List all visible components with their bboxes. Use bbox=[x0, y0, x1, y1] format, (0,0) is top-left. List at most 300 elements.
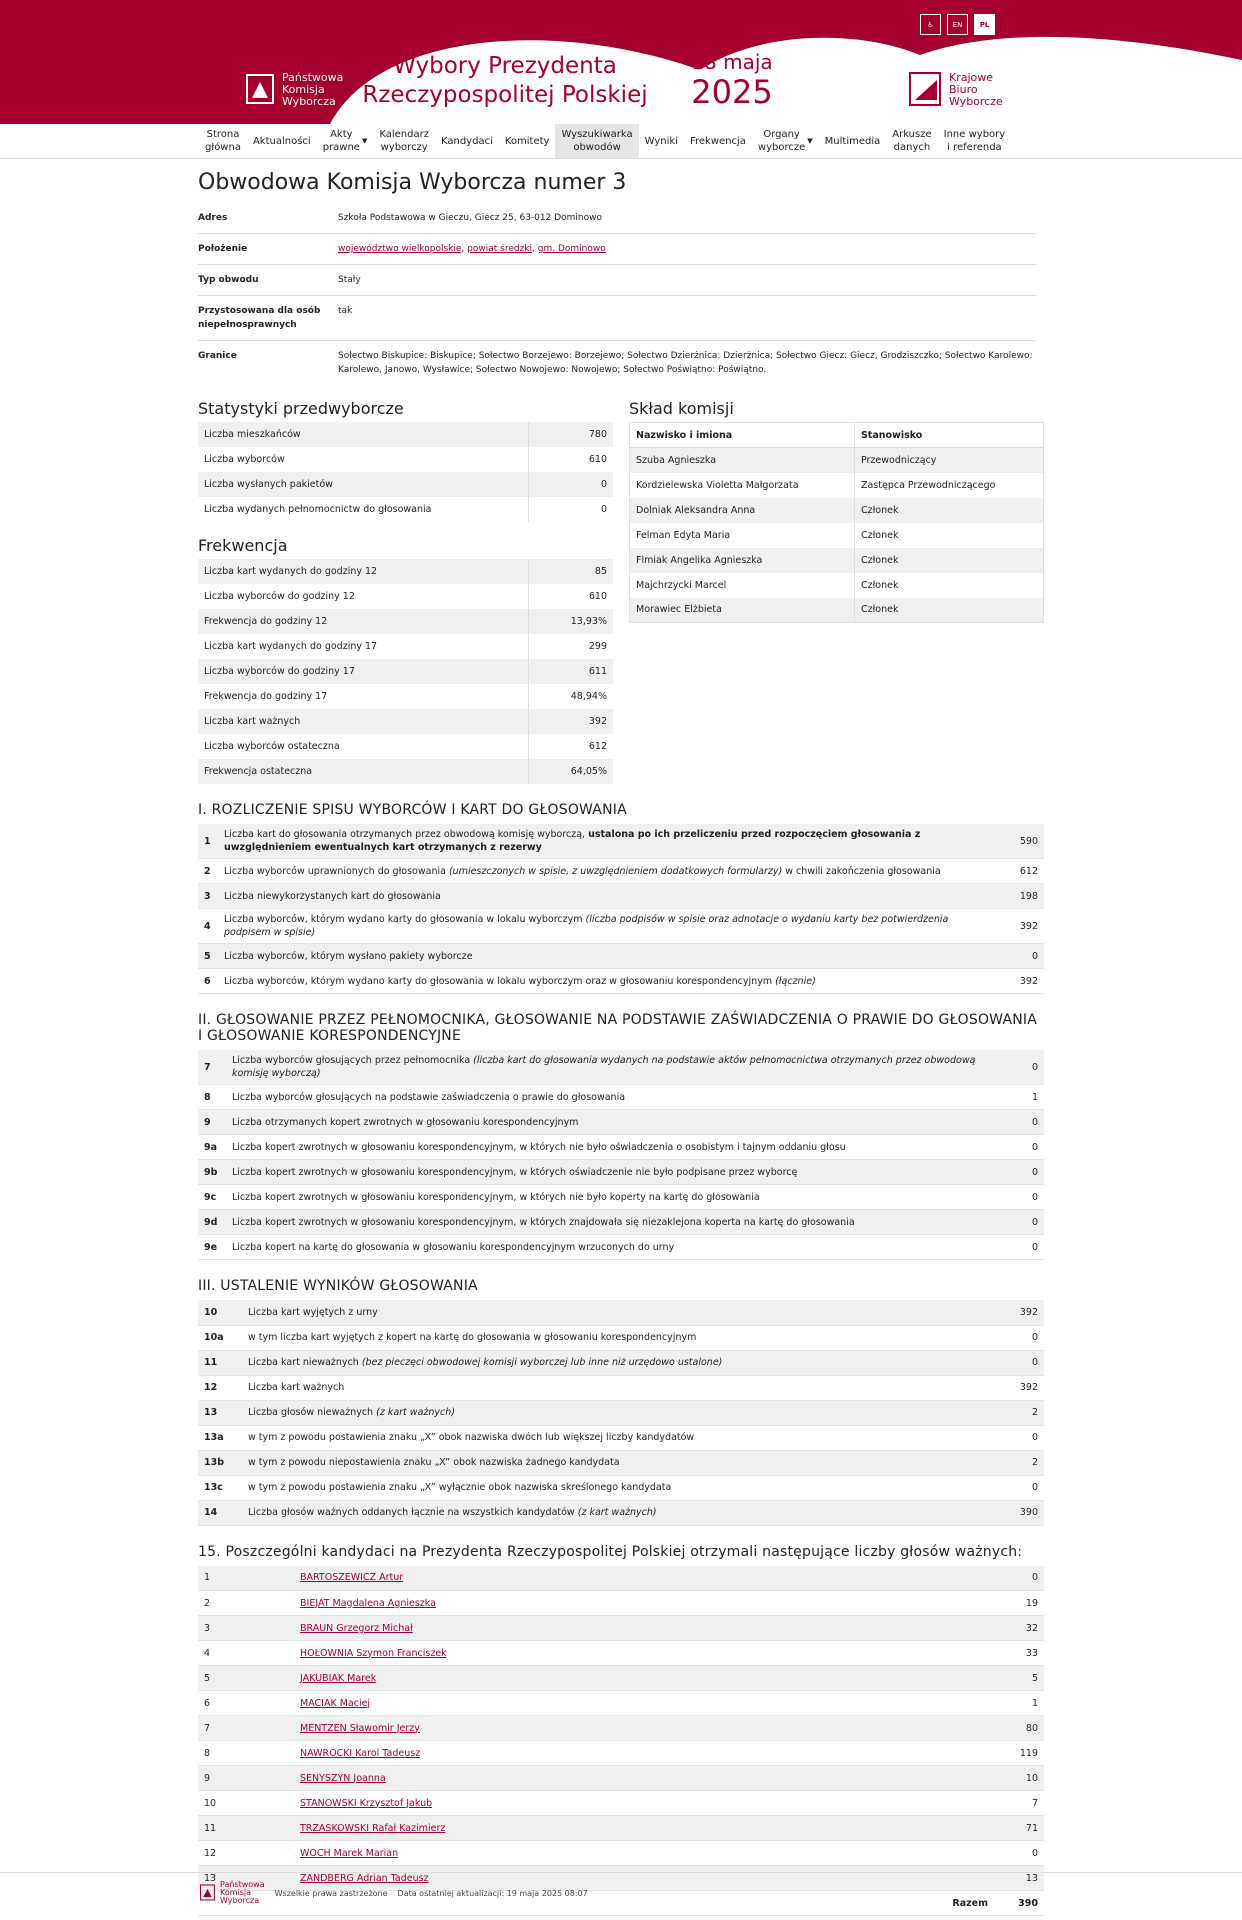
nav-item[interactable] bbox=[499, 124, 556, 158]
section-2-title-line2: I GŁOSOWANIE KORESPONDENCYJNE bbox=[198, 1028, 462, 1044]
kbw-logo[interactable] bbox=[909, 72, 1003, 108]
protocol-row-value: 392 bbox=[994, 1300, 1044, 1325]
turnout-title: Frekwencja bbox=[198, 536, 288, 555]
stats-row bbox=[198, 497, 613, 522]
nav-item-line1: Akty bbox=[330, 129, 353, 140]
pkw-logo-icon bbox=[246, 74, 276, 106]
protocol-row-label bbox=[242, 1325, 994, 1350]
protocol-row bbox=[198, 859, 1044, 884]
candidate-number: 3 bbox=[198, 1616, 294, 1641]
member-role: Członek bbox=[854, 498, 1043, 523]
nav-item[interactable] bbox=[639, 124, 684, 158]
candidate-row bbox=[198, 1841, 1044, 1866]
protocol-row-value: 0 bbox=[994, 1475, 1044, 1500]
protocol-row-label bbox=[242, 1350, 994, 1375]
committee-row bbox=[630, 498, 1044, 523]
caret-down-icon: ▼ bbox=[361, 136, 368, 145]
protocol-row-value: 0 bbox=[994, 1325, 1044, 1350]
protocol-row-value: 612 bbox=[994, 859, 1044, 884]
protocol-row-number: 7 bbox=[198, 1050, 226, 1085]
nav-item-line1: Wyniki bbox=[644, 135, 678, 147]
protocol-row-value: 198 bbox=[994, 884, 1044, 909]
candidate-number: 13 bbox=[198, 1866, 294, 1891]
stats-row bbox=[198, 472, 613, 497]
label-italic-text: (umieszczonych w spisie, z uwzględnieniem dodatkowych formularzy) bbox=[448, 865, 783, 877]
candidate-link[interactable]: STANOWSKI Krzysztof Jakub bbox=[300, 1797, 433, 1809]
committee-title: Skład komisji bbox=[629, 399, 734, 418]
protocol-row-value: 2 bbox=[994, 1450, 1044, 1475]
section-2-title bbox=[198, 1012, 1044, 1044]
committee-row bbox=[630, 473, 1044, 498]
protocol-row-label bbox=[242, 1300, 994, 1325]
label-italic-text: (bez pieczęci obwodowej komisji wyborczej lub inne niż urzędowo ustalone) bbox=[361, 1357, 723, 1368]
candidate-row bbox=[198, 1716, 1044, 1741]
candidate-votes: 5 bbox=[994, 1666, 1044, 1691]
nav-item[interactable] bbox=[317, 124, 374, 158]
nav-item[interactable] bbox=[435, 124, 499, 158]
turnout-row bbox=[198, 709, 613, 734]
label-text: w tym z powodu postawienia znaku „X” wyłącznie obok nazwiska skreślonego kandydata bbox=[248, 1482, 672, 1493]
footer-pkw-logo-icon bbox=[200, 1884, 216, 1902]
candidate-link[interactable]: MACIAK Maciej bbox=[300, 1697, 371, 1709]
protocol-row bbox=[198, 1085, 1044, 1110]
lang-pl-button[interactable]: PL bbox=[974, 14, 995, 35]
nav-item-line1: Multimedia bbox=[824, 135, 881, 147]
protocol-row-label bbox=[226, 1110, 994, 1135]
protocol-row bbox=[198, 909, 1044, 944]
protocol-row-label bbox=[242, 1400, 994, 1425]
protocol-row bbox=[198, 1110, 1044, 1135]
candidate-link[interactable]: WOCH Marek Marian bbox=[300, 1847, 399, 1859]
label-text: Liczba kopert na kartę do głosowania w głosowaniu korespondencyjnym wrzuconych do urny bbox=[232, 1241, 675, 1253]
label-text: Liczba kart ważnych bbox=[248, 1382, 345, 1393]
candidate-name-cell bbox=[294, 1691, 994, 1716]
protocol-row bbox=[198, 969, 1044, 994]
label-text: Liczba wyborców głosujących na podstawie zaświadczenia o prawie do głosowania bbox=[232, 1091, 626, 1103]
committee-row bbox=[630, 523, 1044, 548]
candidate-link[interactable]: SENYSZYN Joanna bbox=[300, 1772, 386, 1784]
nav-item-line2: obwodów bbox=[573, 142, 621, 153]
info-value: Stały bbox=[338, 275, 361, 285]
turnout-value: 64,05% bbox=[528, 759, 613, 784]
nav-item[interactable] bbox=[555, 124, 638, 158]
stats-table bbox=[198, 422, 613, 522]
lang-en-button[interactable]: EN bbox=[947, 14, 968, 35]
turnout-row bbox=[198, 659, 613, 684]
candidate-link[interactable]: JAKUBIAK Marek bbox=[300, 1672, 377, 1684]
candidate-row bbox=[198, 1766, 1044, 1791]
label-text: Liczba głosów nieważnych bbox=[248, 1407, 377, 1418]
nav-item-line2: prawne bbox=[322, 142, 360, 153]
label-text: Liczba kopert zwrotnych w głosowaniu korespondencyjnym, w których oświadczenie nie było podpisane przez wyborcę bbox=[232, 1166, 798, 1178]
nav-item-line1: Kalendarz bbox=[379, 129, 429, 140]
nav-item-line1: Frekwencja bbox=[689, 135, 746, 147]
nav-item-label bbox=[441, 135, 493, 148]
protocol-row-label bbox=[226, 1185, 994, 1210]
nav-item-label bbox=[323, 128, 360, 154]
candidate-number: 1 bbox=[198, 1566, 294, 1591]
protocol-row-label bbox=[242, 1475, 994, 1500]
nav-item[interactable] bbox=[886, 124, 937, 158]
protocol-row-label bbox=[218, 944, 994, 969]
kbw-logo-line: Krajowe bbox=[949, 71, 994, 84]
label-italic-text: (liczba kart do głosowania wydanych na podstawie aktów pełnomocnictwa otrzymanych przez obwodową komisję wyborczą) bbox=[232, 1055, 976, 1079]
committee-header-row bbox=[630, 423, 1044, 448]
member-name: Majchrzycki Marcel bbox=[636, 579, 727, 591]
committee-row bbox=[630, 598, 1044, 623]
candidate-row bbox=[198, 1591, 1044, 1616]
protocol-row-label bbox=[242, 1375, 994, 1400]
protocol-row bbox=[198, 1400, 1044, 1425]
nav-item[interactable] bbox=[199, 124, 247, 158]
protocol-row-number: 11 bbox=[198, 1350, 242, 1375]
nav-item[interactable] bbox=[819, 124, 887, 158]
turnout-row bbox=[198, 584, 613, 609]
location-link-voivodeship[interactable]: województwo wielkopolskie bbox=[338, 244, 462, 254]
candidate-votes: 71 bbox=[994, 1816, 1044, 1841]
location-link-municipality[interactable]: gm. Dominowo bbox=[537, 244, 606, 254]
label-italic-text: (z kart ważnych) bbox=[376, 1407, 455, 1418]
turnout-value: 392 bbox=[528, 709, 613, 734]
protocol-row-number: 5 bbox=[198, 944, 218, 969]
section-3-title: III. USTALENIE WYNIKÓW GŁOSOWANIA bbox=[198, 1278, 478, 1294]
footer-updated: Data ostatniej aktualizacji: 19 maja 2025 08:07 bbox=[397, 1888, 588, 1898]
pkw-logo-line: Komisja bbox=[282, 83, 325, 96]
info-accessibility bbox=[198, 296, 1036, 341]
pkw-logo-line: Wyborcza bbox=[282, 95, 336, 108]
turnout-label: Liczba wyborców ostateczna bbox=[204, 741, 340, 752]
candidate-link[interactable]: BRAUN Grzegorz Michał bbox=[300, 1622, 413, 1634]
turnout-row bbox=[198, 734, 613, 759]
nav-item-line1: Arkusze bbox=[892, 129, 932, 140]
protocol-row-value: 392 bbox=[994, 909, 1044, 944]
eagle-emblem-icon bbox=[820, 38, 880, 118]
stats-value: 780 bbox=[528, 422, 613, 447]
candidate-name-cell bbox=[294, 1641, 994, 1666]
stats-columns bbox=[198, 385, 1044, 784]
election-date bbox=[672, 50, 792, 110]
election-date-year: 2025 bbox=[691, 73, 773, 111]
candidate-row bbox=[198, 1791, 1044, 1816]
candidate-number: 8 bbox=[198, 1741, 294, 1766]
site-header bbox=[0, 0, 1242, 124]
label-text: w tym liczba kart wyjętych z kopert na kartę do głosowania w głosowaniu korespondencyjnym bbox=[248, 1332, 697, 1343]
candidate-name-cell bbox=[294, 1791, 994, 1816]
candidate-number: 4 bbox=[198, 1641, 294, 1666]
candidate-link[interactable]: BIEJAT Magdalena Agnieszka bbox=[300, 1597, 436, 1609]
candidate-name-cell bbox=[294, 1766, 994, 1791]
stats-label: Liczba wyborców bbox=[204, 454, 285, 465]
protocol-row-value: 392 bbox=[994, 1375, 1044, 1400]
stats-label: Liczba wysłanych pakietów bbox=[198, 472, 528, 497]
candidate-votes: 10 bbox=[994, 1766, 1044, 1791]
turnout-label: Frekwencja ostateczna bbox=[198, 759, 528, 784]
committee-column bbox=[629, 385, 1044, 784]
label-text: w tym z powodu postawienia znaku „X” obok nazwiska dwóch lub większej liczby kandydatów bbox=[248, 1432, 695, 1443]
kbw-logo-line: Wyborcze bbox=[949, 95, 1003, 108]
label-text: Liczba kart do głosowania otrzymanych przez obwodową komisję wyborczą, bbox=[224, 829, 589, 840]
label-text: Liczba kart wyjętych z urny bbox=[248, 1306, 378, 1318]
col-role-header: Stanowisko bbox=[854, 423, 1043, 448]
turnout-value: 85 bbox=[528, 559, 613, 584]
protocol-row bbox=[198, 1475, 1044, 1500]
turnout-value: 299 bbox=[528, 634, 613, 659]
candidate-number: 12 bbox=[198, 1841, 294, 1866]
protocol-row-label bbox=[226, 1235, 994, 1260]
member-role: Zastępca Przewodniczącego bbox=[854, 473, 1043, 498]
label-text: Liczba kopert zwrotnych w głosowaniu korespondencyjnym, w których znajdowała się niezaklejona koperta na kartę do głosowania bbox=[232, 1216, 855, 1228]
turnout-label: Liczba kart wydanych do godziny 12 bbox=[198, 559, 528, 584]
section-3-table bbox=[198, 1300, 1044, 1526]
protocol-row-label bbox=[218, 859, 994, 884]
page-title: Obwodowa Komisja Wyborcza numer 3 bbox=[198, 170, 627, 195]
turnout-value: 48,94% bbox=[528, 684, 613, 709]
site-title bbox=[350, 52, 660, 110]
stats-row bbox=[198, 447, 613, 472]
nav-item[interactable] bbox=[938, 124, 1012, 158]
label-bold-text: ustalona po ich przeliczeniu przed rozpoczęciem głosowania z uwzględnieniem ewentualnych kart otrzymanych z rezerwy bbox=[224, 829, 921, 853]
candidate-number: 7 bbox=[198, 1716, 294, 1741]
accessibility-icon[interactable]: ♿ bbox=[920, 14, 941, 35]
protocol-row-label bbox=[226, 1160, 994, 1185]
nav-item-line1: Organy bbox=[763, 129, 800, 140]
protocol-row-value: 392 bbox=[994, 969, 1044, 994]
nav-item-label bbox=[205, 128, 241, 154]
label-text: Liczba wyborców, którym wydano karty do głosowania w lokalu wyborczym oraz w głosowaniu korespondencyjnym bbox=[224, 975, 776, 987]
protocol-row bbox=[198, 1050, 1044, 1085]
candidate-row bbox=[198, 1641, 1044, 1666]
candidate-row bbox=[198, 1691, 1044, 1716]
section-2-table bbox=[198, 1050, 1044, 1260]
candidate-link[interactable]: BARTOSZEWICZ Artur bbox=[300, 1572, 404, 1584]
turnout-value: 612 bbox=[528, 734, 613, 759]
protocol-row-value: 590 bbox=[994, 824, 1044, 859]
candidate-link[interactable]: HOŁOWNIA Szymon Franciszek bbox=[300, 1647, 447, 1659]
protocol-row-value: 0 bbox=[994, 944, 1044, 969]
stats-column bbox=[198, 385, 613, 784]
candidate-number: 11 bbox=[198, 1816, 294, 1841]
kbw-logo-icon bbox=[909, 72, 943, 108]
candidate-votes: 1 bbox=[994, 1691, 1044, 1716]
turnout-label: Frekwencja do godziny 17 bbox=[204, 691, 328, 702]
candidate-row bbox=[198, 1566, 1044, 1591]
member-name: Dolniak Aleksandra Anna bbox=[630, 498, 855, 523]
protocol-row-label bbox=[242, 1425, 994, 1450]
protocol-row-number: 6 bbox=[198, 969, 218, 994]
total-value: 390 bbox=[994, 1891, 1044, 1916]
nav-item-line2: wyborcze bbox=[757, 142, 806, 153]
info-address bbox=[198, 203, 1036, 234]
committee-row bbox=[630, 573, 1044, 598]
turnout-value: 611 bbox=[528, 659, 613, 684]
nav-item-line1: Komitety bbox=[504, 135, 550, 147]
candidate-votes: 13 bbox=[994, 1866, 1044, 1891]
committee-table bbox=[629, 422, 1044, 623]
candidate-name-cell bbox=[294, 1816, 994, 1841]
candidates-title: 15. Poszczególni kandydaci na Prezydenta Rzeczypospolitej Polskiej otrzymali następujące liczby głosów ważnych: bbox=[198, 1543, 1023, 1560]
footer-content bbox=[200, 1881, 588, 1905]
label-italic-text: (liczba podpisów w spisie oraz adnotacje o wydaniu karty bez potwierdzenia podpisem w spisie) bbox=[224, 914, 949, 938]
stats-value: 0 bbox=[528, 497, 613, 522]
candidate-link[interactable]: MENTZEN Sławomir Jerzy bbox=[300, 1722, 420, 1734]
footer-pkw-logo[interactable] bbox=[200, 1881, 265, 1905]
candidate-link[interactable]: TRZASKOWSKI Rafał Kazimierz bbox=[300, 1822, 446, 1834]
turnout-row bbox=[198, 609, 613, 634]
protocol-row-number: 9b bbox=[198, 1160, 226, 1185]
nav-item-line2: główna bbox=[205, 142, 241, 153]
protocol-row-number: 9a bbox=[198, 1135, 226, 1160]
candidates-table bbox=[198, 1566, 1044, 1917]
info-label: Granice bbox=[198, 351, 237, 361]
info-label: Przystosowana dla osób niepełnosprawnych bbox=[198, 306, 321, 330]
committee-row bbox=[630, 448, 1044, 473]
info-label: Położenie bbox=[198, 244, 248, 254]
candidate-name-cell bbox=[294, 1741, 994, 1766]
candidate-votes: 119 bbox=[994, 1741, 1044, 1766]
footer-rights: Wszelkie prawa zastrzeżone bbox=[274, 1888, 388, 1898]
protocol-row-value: 1 bbox=[994, 1085, 1044, 1110]
label-text: Liczba głosów ważnych oddanych łącznie na wszystkich kandydatów bbox=[248, 1507, 578, 1518]
nav-item-label bbox=[944, 128, 1006, 154]
turnout-row bbox=[198, 559, 613, 584]
member-name: Flmiak Angelika Agnieszka bbox=[630, 548, 855, 573]
turnout-value: 13,93% bbox=[528, 609, 613, 634]
protocol-row-label bbox=[218, 969, 994, 994]
candidate-name-cell bbox=[294, 1716, 994, 1741]
label-text: Liczba wyborców uprawnionych do głosowania bbox=[224, 865, 449, 877]
nav-item[interactable] bbox=[752, 124, 819, 158]
candidate-number: 5 bbox=[198, 1666, 294, 1691]
protocol-row bbox=[198, 1425, 1044, 1450]
protocol-row-number: 13 bbox=[198, 1400, 242, 1425]
nav-item-label bbox=[892, 128, 931, 154]
turnout-row bbox=[198, 634, 613, 659]
info-value: Sołectwo Biskupice: Biskupice; Sołectwo Borzejewo: Borzejewo; Sołectwo Dzierżnica: Dzierżnica; Sołectwo Giecz: Giecz, Grodziszczko; Sołectwo Karolewo: Karolewo, Janowo, Wysławice; Sołectwo Nowojewo: Nowojewo; Sołectwo Poświątno: Poświątno. bbox=[338, 351, 1033, 375]
candidate-name-cell bbox=[294, 1666, 994, 1691]
election-date-day: 18 maja bbox=[691, 50, 773, 74]
nav-item[interactable] bbox=[373, 124, 435, 158]
member-role: Członek bbox=[854, 573, 1043, 598]
protocol-row bbox=[198, 884, 1044, 909]
pkw-logo[interactable] bbox=[246, 72, 343, 108]
candidate-name-cell bbox=[294, 1591, 994, 1616]
nav-item-line2: i referenda bbox=[947, 142, 1002, 153]
candidate-name-cell bbox=[294, 1841, 994, 1866]
nav-item-line1: Inne wybory bbox=[943, 129, 1006, 140]
candidate-row bbox=[198, 1741, 1044, 1766]
turnout-label: Liczba kart ważnych bbox=[198, 709, 528, 734]
kbw-logo-line: Biuro bbox=[949, 83, 978, 96]
protocol-row-value: 0 bbox=[994, 1135, 1044, 1160]
protocol-row-value: 0 bbox=[994, 1350, 1044, 1375]
nav-divider bbox=[0, 158, 1242, 159]
protocol-row-label bbox=[226, 1050, 994, 1085]
label-text: Liczba wyborców, którym wysłano pakiety wyborcze bbox=[224, 950, 473, 962]
location-link-county[interactable]: powiat średzki bbox=[467, 244, 533, 254]
pkw-logo-line: Państwowa bbox=[282, 71, 344, 84]
protocol-row-value: 0 bbox=[994, 1050, 1044, 1085]
nav-item[interactable] bbox=[684, 124, 752, 158]
member-role: Członek bbox=[854, 548, 1043, 573]
stats-title: Statystyki przedwyborcze bbox=[198, 399, 404, 418]
candidate-votes: 32 bbox=[994, 1616, 1044, 1641]
protocol-row-label bbox=[242, 1450, 994, 1475]
candidate-link[interactable]: ZANDBERG Adrian Tadeusz bbox=[300, 1872, 429, 1884]
stats-label: Liczba wydanych pełnomocnictw do głosowania bbox=[204, 504, 432, 515]
nav-item-line1: Kandydaci bbox=[440, 135, 493, 147]
protocol-row bbox=[198, 1210, 1044, 1235]
candidate-row bbox=[198, 1816, 1044, 1841]
candidate-name-cell bbox=[294, 1566, 994, 1591]
language-switcher bbox=[920, 14, 995, 35]
turnout-label: Liczba wyborców do godziny 17 bbox=[198, 659, 528, 684]
footer-logo-line: Komisja bbox=[220, 1888, 252, 1897]
protocol-row-number: 10a bbox=[198, 1325, 242, 1350]
protocol-row bbox=[198, 1450, 1044, 1475]
protocol-row-number: 3 bbox=[198, 884, 218, 909]
protocol-row-label bbox=[226, 1085, 994, 1110]
candidate-name-cell bbox=[294, 1616, 994, 1641]
candidate-votes: 33 bbox=[994, 1641, 1044, 1666]
nav-item-line2: wyborczy bbox=[380, 142, 428, 153]
main-nav bbox=[199, 124, 1011, 158]
stats-value: 610 bbox=[528, 447, 613, 472]
nav-item-label bbox=[379, 128, 429, 154]
protocol-row bbox=[198, 1350, 1044, 1375]
candidate-number: 6 bbox=[198, 1691, 294, 1716]
protocol-row-label bbox=[226, 1135, 994, 1160]
site-title-line2: Rzeczypospolitej Polskiej bbox=[362, 82, 648, 108]
info-value: województwo wielkopolskie, powiat średzki, gm. Dominowo bbox=[338, 244, 606, 254]
member-name: Kordzielewska Violetta Małgorzata bbox=[636, 479, 799, 491]
label-text: Liczba wyborców, którym wydano karty do głosowania w lokalu wyborczym bbox=[224, 914, 586, 925]
turnout-label: Liczba wyborców do godziny 12 bbox=[204, 591, 355, 602]
protocol-row-label bbox=[242, 1500, 994, 1525]
member-role: Przewodniczący bbox=[854, 448, 1043, 473]
turnout-label: Liczba kart wydanych do godziny 17 bbox=[204, 641, 378, 652]
candidate-link[interactable]: NAWROCKI Karol Tadeusz bbox=[300, 1747, 421, 1759]
candidate-number: 9 bbox=[198, 1766, 294, 1791]
protocol-row-number: 9 bbox=[198, 1110, 226, 1135]
label-text: w tym z powodu niepostawienia znaku „X” obok nazwiska żadnego kandydata bbox=[248, 1457, 620, 1468]
nav-item[interactable] bbox=[247, 124, 317, 158]
protocol-row-number: 9c bbox=[198, 1185, 226, 1210]
nav-item-line1: Strona bbox=[206, 129, 240, 140]
candidate-number: 10 bbox=[198, 1791, 294, 1816]
protocol-row-label bbox=[218, 909, 994, 944]
protocol-row-number: 14 bbox=[198, 1500, 242, 1525]
nav-item-line1: Aktualności bbox=[252, 135, 311, 147]
nav-item-label bbox=[561, 128, 632, 154]
candidate-votes: 7 bbox=[994, 1791, 1044, 1816]
stats-label: Liczba mieszkańców bbox=[198, 422, 528, 447]
protocol-row-value: 0 bbox=[994, 1160, 1044, 1185]
protocol-row bbox=[198, 1500, 1044, 1525]
info-type bbox=[198, 265, 1036, 296]
protocol-row bbox=[198, 1325, 1044, 1350]
turnout-row bbox=[198, 759, 613, 784]
protocol-row-number: 1 bbox=[198, 824, 218, 859]
stats-value: 0 bbox=[528, 472, 613, 497]
member-name: Szuba Agnieszka bbox=[630, 448, 855, 473]
total-label: Razem bbox=[294, 1891, 994, 1916]
protocol-row-value: 390 bbox=[994, 1500, 1044, 1525]
protocol-row bbox=[198, 1135, 1044, 1160]
candidate-number: 2 bbox=[198, 1591, 294, 1616]
protocol-row-number: 2 bbox=[198, 859, 218, 884]
nav-item-label bbox=[690, 135, 746, 148]
footer-logo-line: Państwowa bbox=[220, 1880, 265, 1889]
